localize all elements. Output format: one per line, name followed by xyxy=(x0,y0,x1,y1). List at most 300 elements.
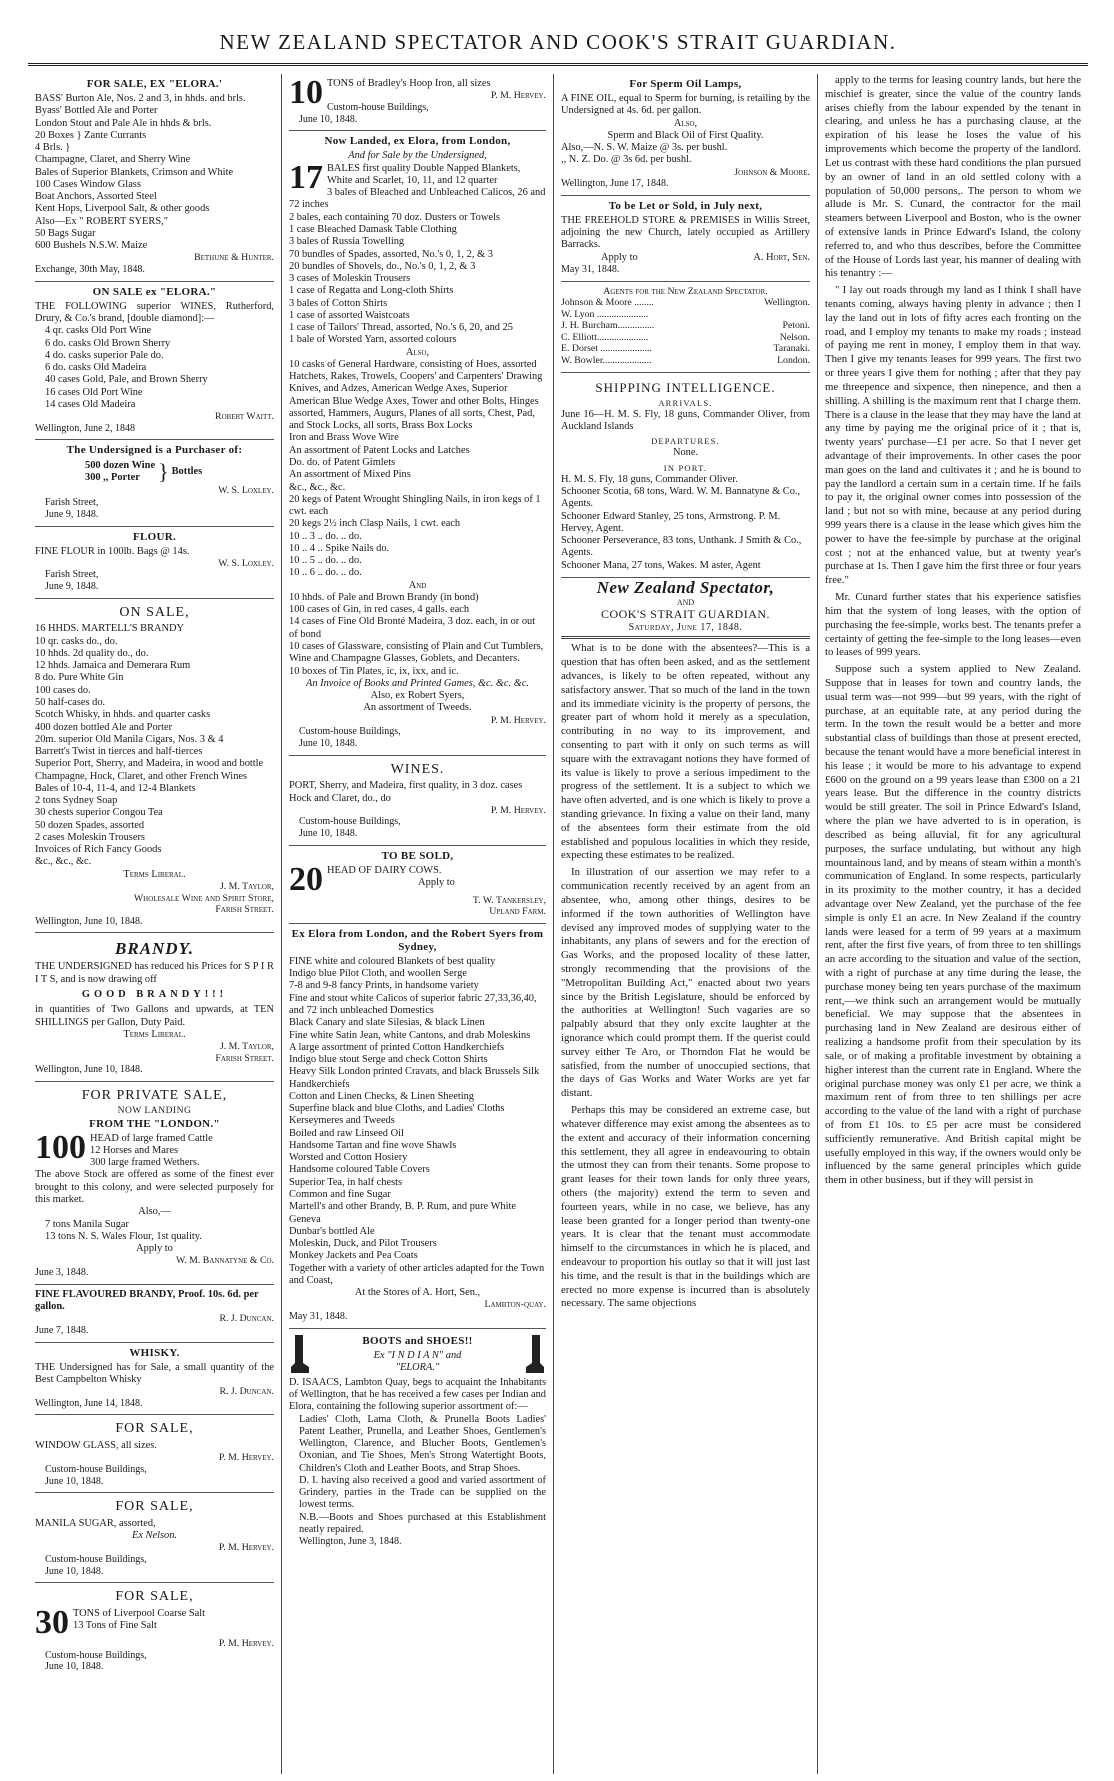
ad-line: 500 dozen Wine xyxy=(85,460,156,472)
list-item: 1 case of Tailors' Thread, assorted, No.'s 6, 20, and 25 xyxy=(289,322,513,334)
ad-text: Sperm and Black Oil of First Quality. xyxy=(607,129,764,141)
ad-date: Farish Street, xyxy=(45,569,99,581)
list-item: Champagne, Hock, Claret, and other French Wines xyxy=(35,770,248,782)
editorial xyxy=(561,578,810,1311)
ad-freehold-store xyxy=(561,196,810,282)
list-item: An assortment of Mixed Pins xyxy=(289,469,411,481)
ad-text: Ladies' Cloth, Lama Cloth, & Prunella Boots Ladies' Patent Leather, Prunella, and Leather Shoes, Gentlemen's Wellington, Clarence, and Blucher Boots, Gentlemen's Oxonian, and Tie Shoes, Men's Strong Watertight Boots, Children's Cloth and Leather Boots, and Strap Shoes. xyxy=(299,1413,546,1474)
ad-signature: P. M. Hervey. xyxy=(490,90,546,102)
agent-row xyxy=(561,343,810,355)
list-item: Together with a variety of other articles adapted for the Town and Coast, xyxy=(289,1262,545,1286)
ad-heading: The Undersigned is a Purchaser of: xyxy=(66,444,243,457)
ad-signature: P. M. Hervey. xyxy=(218,1638,274,1649)
ad-signature: P. M. Hervey. xyxy=(490,714,546,726)
ad-also: Also, xyxy=(405,346,430,358)
list-item: Boiled and raw Linseed Oil xyxy=(289,1127,404,1139)
masthead: NEW ZEALAND SPECTATOR AND COOK'S STRAIT GUARDIAN. xyxy=(219,30,897,54)
list-item: Schooner Perseverance, 83 tons, Unthank. J Smith & Co., Agents. xyxy=(561,535,802,559)
ad-lines xyxy=(289,592,546,678)
ad-date: Farish Street, xyxy=(45,496,99,508)
list-item: 10 boxes of Tin Plates, ic, ix, ixx, and ic. xyxy=(289,665,459,677)
ad-text: FINE FLOUR in 100lb. Bags @ 14s. xyxy=(35,545,190,557)
ad-also: Also, ex Robert Syers, xyxy=(370,690,465,702)
arrivals-heading: ARRIVALS. xyxy=(658,397,713,408)
list-item: 12 Horses and Mares xyxy=(90,1144,179,1156)
list-item: H. M. S. Fly, 18 guns, Commander Oliver. xyxy=(561,473,738,485)
ad-spaced: GOOD BRANDY!!! xyxy=(81,989,228,1001)
list-item: Also—Ex " ROBERT SYERS," xyxy=(35,215,168,227)
list-item: Monkey Jackets and Pea Coats xyxy=(289,1250,418,1262)
ad-date: June 10, 1848. xyxy=(299,828,358,840)
list-item: Superfine black and blue Cloths, and Ladies' Cloths xyxy=(289,1103,505,1115)
ad-lines xyxy=(35,93,274,252)
ad-text: Hock and Claret, do., do xyxy=(289,792,391,804)
ad-text: THE UNDERSIGNED has reduced his Prices for S P I R I T S, and is now drawing off xyxy=(35,961,274,985)
list-item: Martell's and other Brandy, B. P. Rum, and pure White Geneva xyxy=(289,1201,516,1225)
ad-heading: FLOUR. xyxy=(132,530,177,543)
ad-signature: J. M. Taylor, xyxy=(219,1041,274,1053)
ad-text: N.B.—Boots and Shoes purchased at this Establishment neatly repaired. xyxy=(299,1511,546,1535)
ad-heading: FOR PRIVATE SALE, xyxy=(81,1087,228,1103)
ad-flour xyxy=(35,527,274,599)
agent-name: J. H. Burcham............... xyxy=(561,320,655,332)
list-item: Invoices of Rich Fancy Goods xyxy=(35,844,162,856)
list-item: 20 kegs of Patent Wrought Shingling Nails, in iron kegs of 1 cwt. each xyxy=(289,493,541,518)
editorial-continued xyxy=(825,74,1081,1188)
ad-boots-shoes xyxy=(289,1329,546,1553)
ad-signature: T. W. Tankersley, xyxy=(472,894,546,906)
list-item: 12 hhds. Jamaica and Demerara Rum xyxy=(35,660,191,672)
ad-text: TONS of Bradley's Hoop Iron, all sizes xyxy=(327,78,491,89)
agent-row xyxy=(561,332,810,344)
ad-sub: NOW LANDING xyxy=(117,1106,192,1117)
ad-date: Wellington, June 3, 1848. xyxy=(299,1536,402,1548)
agent-place: Taranaki. xyxy=(773,343,810,355)
ad-text: THE Undersigned has for Sale, a small quantity of the Best Campbelton Whisky xyxy=(35,1361,274,1385)
list-item: 10 cases of Glassware, consisting of Plain and Cut Tumblers, Wine and Champagne Glasses, Goblets, and Decanters. xyxy=(289,641,544,665)
ad-sub: And for Sale by the Undersigned, xyxy=(348,150,487,162)
list-item: 16 HHDS. MARTELL'S BRANDY xyxy=(35,623,185,635)
list-item: Schooner Mana, 27 tons, Wakes. M aster, Agent xyxy=(561,559,761,571)
ad-date: Custom-house Buildings, xyxy=(299,816,401,828)
ad-apply-row xyxy=(561,252,810,264)
ad-date: Wellington, June 14, 1848. xyxy=(35,1397,143,1409)
list-item: 1 bale of Worsted Yarn, assorted colours xyxy=(289,334,457,346)
ad-bracket-label: Bottles xyxy=(171,466,203,478)
ad-signature: W. S. Loxley. xyxy=(218,485,274,497)
list-item: 10 hhds. 2d quality do., do. xyxy=(35,647,149,659)
list-item: A large assortment of printed Cotton Handkerchiefs xyxy=(289,1041,505,1053)
list-item: Schooner Scotia, 68 tons, Ward. W. M. Bannatyne & Co., Agents. xyxy=(561,486,801,510)
list-item: 4 do. casks superior Pale do. xyxy=(45,349,164,361)
agent-row xyxy=(561,355,810,367)
ad-lines xyxy=(289,956,546,1287)
list-item: 13 Tons of Fine Salt xyxy=(73,1620,157,1632)
ad-text: WINDOW GLASS, all sizes. xyxy=(35,1439,157,1451)
list-item: 100 cases of Gin, in red cases, 4 galls. each xyxy=(289,604,470,616)
ad-date: June 9, 1848. xyxy=(45,508,99,520)
list-item: Cotton and Linen Checks, & Linen Sheeting xyxy=(289,1090,474,1102)
list-item: Schooner Edward Stanley, 25 tons, Armstrong. P. M. Hervey, Agent. xyxy=(561,510,781,534)
ad-apply: Apply to xyxy=(601,251,638,263)
list-item: 10 .. 5 .. do. .. do. xyxy=(289,555,362,567)
ad-text: MANILA SUGAR, assorted, xyxy=(35,1517,156,1529)
list-item: 7 tons Manila Sugar xyxy=(45,1218,129,1230)
list-item: BALES first quality Double Napped Blankets, White and Scarlet, 10, 11, and 12 quarter xyxy=(327,162,521,186)
agent-name: W. Bowler.................... xyxy=(561,355,652,367)
ad-text: THE FREEHOLD STORE & PREMISES in Willis Street, adjoining the new Church, lately occupied as Artillery Barracks. xyxy=(561,214,810,251)
arrival-text: June 16—H. M. S. Fly, 18 guns, Commander Oliver, from Auckland Islands xyxy=(561,408,810,433)
list-item: 600 Bushels N.S.W. Maize xyxy=(35,240,148,252)
ad-text: FINE FLAVOURED BRANDY, Proof. 10s. 6d. per gallon. xyxy=(35,1288,259,1312)
in-port-heading: IN PORT. xyxy=(663,462,708,473)
ad-date: June 7, 1848. xyxy=(35,1324,89,1336)
list-item: 100 Cases Window Glass xyxy=(35,178,141,190)
list-item: 13 tons N. S. Wales Flour, 1st quality. xyxy=(45,1230,202,1242)
list-item: TONS of Liverpool Coarse Salt xyxy=(73,1608,205,1619)
ad-heading: FOR SALE, xyxy=(115,1499,194,1515)
list-item: Kerseymeres and Tweeds xyxy=(289,1115,395,1127)
list-item: 16 cases Old Port Wine xyxy=(45,386,143,398)
ad-heading: To be Let or Sold, in July next, xyxy=(608,199,763,212)
ad-big-number: 17 xyxy=(289,158,323,196)
ad-big-number: 20 xyxy=(289,860,323,898)
ad-text: D. I. having also received a good and varied assortment of Grindery, parties in the Trade can be supplied on the lowest terms. xyxy=(299,1474,546,1511)
list-item: Worsted and Cotton Hosiery xyxy=(289,1152,408,1164)
agent-name: C. Elliott..................... xyxy=(561,331,649,343)
list-item: 2 bales, each containing 70 doz. Dusters or Towels xyxy=(289,211,500,223)
ad-private-sale xyxy=(35,1082,274,1285)
list-item: 20 Boxes } Zante Currants xyxy=(35,129,147,141)
columns xyxy=(28,74,1088,1774)
agent-place: Nelson. xyxy=(779,331,810,343)
ad-heading: TO BE SOLD, xyxy=(381,849,454,862)
ad-signature: R. J. Duncan. xyxy=(219,1313,274,1325)
ad-date: June 9, 1848. xyxy=(45,581,99,593)
list-item: 1 case of Regatta and Long-cloth Shirts xyxy=(289,285,454,297)
ad-date: Custom-house Buildings, xyxy=(45,1553,147,1565)
ad-sperm-oil xyxy=(561,74,810,196)
paragraph: apply to the terms for leasing country lands, but here the mischief is greater, since the value of the country lands arises chiefly from the labour expended by the tenant in clearing, and unless he has a purchasing clause, at the expiration of his lease he loses the value of his improvements which become the property of the landlord. Let us contrast with these hard conditions the plan pursued by an owner of land in an old settled colony with a population of 50,000 persons,. The person to whom we allude is Mr. S. Cunard, the contractor for the mail steamers between Liverpool and Boston, who is the owner of extensive lands in Prince Edward's Island, the colony referred to, and who thus describes, before the Committee of the House of Lords last year, his manner of dealing with his tenantry :— xyxy=(825,74,1081,280)
ad-tweeds: An assortment of Tweeds. xyxy=(363,702,472,714)
paragraph: Suppose such a system applied to New Zealand. Suppose that in leases for town and country lands, the usual term was—not 999—but 99 years, with the right of purchase, at an equitable rate, at any period during the term. In the town the result would be a better and more substantial class of buildings than those at present erected, because the tenant would have a more beneficial interest in his lease ; it would be more to his advantage to expend £600 on the ground on a 99 years lease than £300 on a 21 years lease. But the difference in the country districts would be still greater. The soil in Prince Edward's Island, where the plan we have adverted to is in operation, is described as being alluvial, fit for any agricultural purposes, the surface undulating, but without any high mountainous land, and by means of steam within a month's communication of England. In some respects, particularly in its proximity to the mother country, it has a decided advantage over New Zealand, yet the purchase of the fee simple is only £1 an acre. In New Zealand if the country lands were leased for a term of 99 years at a maximum rent, after the first five years, of from three to ten shillings an acre according to the situation and value of the section, with a right of purchase at any time during the lease, the purchase money being ten years purchase of the maximum rent,—we think such an arrangement would be mutually beneficial. We may suppose that the absentees in purchasing land in New Zealand are desirous either of realizing a handsome profit from their speculation by its sale, or of making a profitable investment by obtaining a higher interest than the current rate in England. Where the original purchase money was only £1 per acre, we think a maximum rent of from three to ten shillings per acre according to the value of the land with a right of purchase of from £1 10s. to £5 per acre must be considered sufficiently remunerative. And British capital might be usefully employed in this way, if the owners would only be influenced by the same general principles which guide them in other business, but if they will persist in xyxy=(825,663,1081,1187)
ad-heading: ON SALE, xyxy=(119,604,190,620)
list-item: Heavy Silk London printed Cravats, and black Brussels Silk Handkerchiefs xyxy=(289,1066,540,1090)
list-item: 50 half-cases do. xyxy=(35,697,106,709)
ad-also: Also,— xyxy=(138,1206,171,1218)
ad-text: D. ISAACS, Lambton Quay, begs to acquaint the Inhabitants of Wellington, that he has received a few cases per Indian and Elora, containing the following superior assortment of:— xyxy=(289,1376,546,1413)
editorial-title: New Zealand Spectator, xyxy=(596,577,775,597)
ad-fine-brandy xyxy=(35,1285,274,1343)
ad-now-landed-elora xyxy=(289,131,546,755)
list-item: 2 cases Moleskin Trousers xyxy=(35,831,145,843)
agent-name: W. Lyon ..................... xyxy=(561,308,649,320)
agent-row xyxy=(561,309,810,321)
ad-date: June 10, 1848. xyxy=(299,737,358,749)
list-item: 3 cases of Moleskin Trousers xyxy=(289,273,411,285)
list-item: 10 qr. casks do., do. xyxy=(35,635,118,647)
ad-heading: WHISKY. xyxy=(129,1346,180,1359)
ad-bottles-purchaser xyxy=(35,440,274,526)
paragraph: " I lay out roads through my land as I think I shall have tenants coming, always having plenty in advance ; then I lay the land out in lots of fifty acres each fronting on the road, and I employ my tenants to make my roads ; instead of paying me rent in money, I employ them in that way. Then I give my tenants leases for 999 years. The first two or three years I give them for nothing ; after that they pay me threepence and sixpence, then ninepence, and then a shilling. A shilling is the maximum rent that I charge them. There is a clause in the lease that they may have the land at any time by paying me the original price of it ; that is, twenty years' purchase—£1 per acre. So that I never get advantage of their improvements. In other cases the poor man goes on the land and cultivates it ; and he is bound to pay the landlord a certain sum in a certain time. If he fails to pay it, the original owner comes into possession of the land ; but not so with mine, because at any period during 999 years there is a clause in the lease which gives him the power to have the fee-simple by purchase at the original cost ; not at the enhanced value, but at twenty year's purchase at 1s. Then I gave him the first three or four years free." xyxy=(825,284,1081,587)
ad-date: Custom-house Buildings, xyxy=(299,726,401,738)
ad-date: Custom-house Buildings, xyxy=(45,1649,147,1661)
list-item: 3 bales of Cotton Shirts xyxy=(289,297,388,309)
ad-date: Exchange, 30th May, 1848. xyxy=(35,263,145,275)
list-item: Dunbar's bottled Ale xyxy=(289,1225,375,1237)
column-3 xyxy=(553,74,817,1774)
ad-stores: At the Stores of A. Hort, Sen., xyxy=(354,1287,481,1299)
list-item: Indigo blue Pilot Cloth, and woollen Serge xyxy=(289,968,467,980)
paragraph: Perhaps this may be considered an extreme case, but whatever difference may exist among the absentees as to the extent and accuracy of their information concerning this settlement, they all agree in endeavouring to obtain the utmost they can from their tenants. Some propose to grant leases for their town lands for only three years, others (the majority) extend the term to seven and fourteen years, while in no case, we believe, has any lease been granted for a longer period than twenty-one years. It is clear that the tenant must accommodate himself to the circumstances in which he is placed, and endeavour to proportion his outlay so that it will just last his time, and the result is that in the buildings which are erected no more expense is incurred than is absolutely necessary. The same objections xyxy=(561,1104,810,1310)
column-2 xyxy=(281,74,553,1774)
ad-text: Also,—N. S. W. Maize @ 3s. per bushl. xyxy=(561,142,728,154)
list-item: 6 do. casks Old Madeira xyxy=(45,362,147,374)
boots-title-block xyxy=(315,1335,520,1375)
shipping-heading: SHIPPING INTELLIGENCE. xyxy=(595,379,776,395)
ad-text: in quantities of Two Gallons and upwards, at TEN SHILLINGS per Gallon, Duty Paid. xyxy=(35,1004,274,1028)
ad-invoice: An Invoice of Books and Printed Games, &c. &c. &c. xyxy=(305,677,530,689)
agent-place: Wellington. xyxy=(764,297,810,309)
column-4 xyxy=(817,74,1088,1774)
ad-dairy-cows xyxy=(289,846,546,924)
ad-manila-sugar xyxy=(35,1493,274,1583)
ad-signature: Bethune & Hunter. xyxy=(194,252,274,264)
list-item: 20 kegs 2½ inch Clasp Nails, 1 cwt. each xyxy=(289,518,461,530)
ad-text: A FINE OIL, equal to Sperm for burning, is retailing by the Undersigned at 4s. 6d. per gallon. xyxy=(561,92,810,117)
list-item: 7-8 and 9-8 fancy Prints, in handsome variety xyxy=(289,980,479,992)
agent-row xyxy=(561,320,810,332)
ad-text: ,, N. Z. Do. @ 3s 6d. per bushl. xyxy=(561,154,692,166)
masthead-rule xyxy=(28,63,1088,66)
ad-signature: Farish Street. xyxy=(215,1052,274,1064)
list-item: Fine white Satin Jean, white Cantons, and drab Moleskins xyxy=(289,1029,531,1041)
list-item: An assortment of Patent Locks and Latches xyxy=(289,444,470,456)
list-item: Do. do. of Patent Gimlets xyxy=(289,457,396,469)
ad-big-number: 10 xyxy=(289,74,323,111)
ad-signature: P. M. Hervey. xyxy=(218,1542,274,1554)
ad-lines xyxy=(289,158,546,347)
list-item: Kent Hops, Liverpool Salt, & other goods xyxy=(35,203,210,215)
ad-date: Custom-house Buildings, xyxy=(327,101,429,113)
editorial-and: AND xyxy=(676,597,695,607)
list-item: Barrett's Twist in tierces and half-tierces xyxy=(35,746,203,758)
list-item: HEAD of large framed Cattle xyxy=(90,1132,213,1144)
paragraph: In illustration of our assertion we may refer to a communication recently received by an agent from an absentee, who, among other things, desires to be informed if the town authorities of Wellington have devised any improved modes of supplying water to the inhabitants, any plans of sewers and for the erection of Gas Works, and the proposed locality of these latter, strongly recommending that the provisions of the "Metropolitan Building Act," enacted about two years since by the British Legislature, should be enforced by the authorities at Wellington! Such vagaries are so palpably absurd that they only excite laughter at the ignorance which could prompt them. If the querist could survey either Te Aro, or Thorndon Flat he would be satisfied, from the number of unoccupied sections, that the days of Gas Works and Water Works are yet far distant. xyxy=(561,866,810,1100)
editorial-paragraphs xyxy=(561,642,810,1311)
ad-text: PORT, Sherry, and Madeira, first quality, in 3 doz. cases xyxy=(289,780,523,792)
ad-signature: Lambton-quay. xyxy=(484,1299,546,1311)
list-item: Black Canary and slate Silesias, & black Linen xyxy=(289,1017,485,1029)
boot-icon xyxy=(289,1333,311,1377)
ad-from: FROM THE "LONDON." xyxy=(89,1117,220,1130)
ad-signature: Upland Farm. xyxy=(489,906,546,918)
ad-lines xyxy=(35,623,274,868)
ad-date: Wellington, June 2, 1848 xyxy=(35,422,136,434)
ad-signature: R. J. Duncan. xyxy=(219,1386,274,1398)
ad-bass-ale xyxy=(35,74,274,282)
agent-name: Johnson & Moore ........ xyxy=(561,297,654,309)
ad-signature: P. M. Hervey. xyxy=(490,804,546,816)
list-item: 8 do. Pure White Gin xyxy=(35,672,124,684)
list-item: 14 cases Old Madeira xyxy=(45,398,136,410)
list-item: Champagne, Claret, and Sherry Wine xyxy=(35,154,191,166)
ad-also: Also, xyxy=(673,117,698,129)
agent-place: Petoni. xyxy=(782,320,810,332)
ad-signature: Johnson & Moore. xyxy=(734,166,810,178)
list-item: 3 bales of Russia Towelling xyxy=(289,236,405,248)
list-item: Scotch Whisky, in hhds. and quarter casks xyxy=(35,709,211,721)
ad-signature: W. M. Bannatyne & Co. xyxy=(175,1255,274,1267)
ad-and: And xyxy=(408,579,427,591)
list-item: 4 qr. casks Old Port Wine xyxy=(45,325,152,337)
agents-list xyxy=(561,282,810,373)
ad-line: 300 ,, Porter xyxy=(85,472,140,484)
ad-apply: Apply to xyxy=(136,1243,173,1255)
ad-signature: Wholesale Wine and Spirit Store, xyxy=(133,892,274,904)
list-item: 10 .. 3 .. do. .. do. xyxy=(289,530,362,542)
ad-lines xyxy=(35,1608,274,1633)
ad-heading: WINES. xyxy=(390,761,445,777)
departures-none: None. xyxy=(672,447,699,459)
ad-date: June 10, 1848. xyxy=(45,1661,104,1673)
ad-hoop-iron xyxy=(289,74,546,131)
list-item: 400 dozen bottled Ale and Porter xyxy=(35,721,173,733)
list-item: &c., &c., &c. xyxy=(289,481,346,493)
list-item: 10 .. 4 .. Spike Nails do. xyxy=(289,542,390,554)
ad-terms: Terms Liberal. xyxy=(123,868,186,880)
ad-signature: Farish Street. xyxy=(215,904,274,916)
list-item: Superior Port, Sherry, and Madeira, in wood and bottle xyxy=(35,758,264,770)
ad-text: Ex Nelson. xyxy=(131,1530,178,1542)
in-port-lines xyxy=(561,474,810,572)
list-item: Moleskin, Duck, and Pilot Trousers xyxy=(289,1238,437,1250)
column-1 xyxy=(28,74,281,1774)
ad-heading: Ex Elora from London, and the Robert Syers from Sydney, xyxy=(291,927,544,953)
ad-signature: W. S. Loxley. xyxy=(218,557,274,569)
ad-window-glass xyxy=(35,1415,274,1493)
list-item: 10 casks of General Hardware, consisting of Hoes, assorted Hatchets, Rakes, Trowels, Coopers' and Carpenters' Drawing Knives, and Adzes, American Wedge Axes, Superior American Blue Wedge Axes, Tower and other Bolts, Hinges assorted, Hammers, Augurs, Planes of all sorts, Chest, Pad, and Stock Locks, all sorts, Brass Box Locks xyxy=(289,358,543,432)
ad-heading: FOR SALE, xyxy=(115,1589,194,1605)
list-item: 50 dozen Spades, assorted xyxy=(35,819,145,831)
boots-header xyxy=(289,1333,546,1377)
ad-text: HEAD OF DAIRY COWS. xyxy=(327,864,442,876)
ad-heading: BOOTS and SHOES!! xyxy=(362,1334,473,1347)
list-item: 20m. superior Old Manila Cigars, Nos. 3 & 4 xyxy=(35,733,224,745)
ad-heading: ON SALE ex "ELORA." xyxy=(92,285,217,298)
ad-lines xyxy=(289,359,546,580)
list-item: Byass' Bottled Ale and Porter xyxy=(35,105,158,117)
list-item: 70 bundles of Spades, assorted, No.'s 0, 1, 2, & 3 xyxy=(289,248,493,260)
ad-date: June 10, 1848. xyxy=(45,1565,104,1577)
list-item: 10 .. 6 .. do. .. do. xyxy=(289,567,362,579)
editorial-subtitle: COOK'S STRAIT GUARDIAN. xyxy=(600,607,771,622)
ad-intro: THE FOLLOWING superior WINES, Rutherford, Drury, & Co.'s brand, [double diamond]:— xyxy=(35,300,274,324)
boot-icon xyxy=(524,1333,546,1377)
list-item: Common and fine Sugar xyxy=(289,1188,391,1200)
ad-sub: "ELORA." xyxy=(395,1362,440,1374)
ad-wines-elora xyxy=(35,282,274,441)
ad-date: June 10, 1848. xyxy=(299,113,358,125)
ad-whisky xyxy=(35,1343,274,1416)
list-item: Bales of 10-4, 11-4, and 12-4 Blankets xyxy=(35,782,196,794)
ad-salt xyxy=(35,1583,274,1678)
agents-rows xyxy=(561,297,810,366)
ad-martell-brandy xyxy=(35,599,274,934)
list-item: Handsome coloured Table Covers xyxy=(289,1164,430,1176)
ad-date: Wellington, June 10, 1848. xyxy=(35,1064,143,1076)
ad-date: June 10, 1848. xyxy=(45,1475,104,1487)
list-item: Iron and Brass Wove Wire xyxy=(289,432,399,444)
list-item: Superior Tea, in half chests xyxy=(289,1176,403,1188)
shipping-intelligence xyxy=(561,373,810,578)
list-item: 50 Bags Sugar xyxy=(35,227,96,239)
agent-name: E. Dorset ..................... xyxy=(561,343,652,355)
editorial-rule xyxy=(561,636,810,639)
agent-place: London. xyxy=(777,355,810,367)
list-item: 30 chests superior Congou Tea xyxy=(35,807,163,819)
editorial-date: Saturday, June 17, 1848. xyxy=(628,621,743,633)
list-item: 14 cases of Fine Old Bronté Madeira, 3 doz. each, in or out of bond xyxy=(289,616,536,640)
list-item: 300 large framed Wethers. xyxy=(90,1157,200,1169)
list-item: 10 hhds. of Pale and Brown Brandy (in bond) xyxy=(289,591,479,603)
ad-elora-syers xyxy=(289,924,546,1329)
ad-date: Custom-house Buildings, xyxy=(45,1463,147,1475)
ad-apply: Apply to xyxy=(418,877,455,889)
ad-terms: Terms Liberal. xyxy=(123,1028,186,1040)
ad-heading: BRANDY. xyxy=(115,939,194,959)
ad-date: May 31, 1848. xyxy=(289,1310,348,1322)
ad-lines xyxy=(35,1219,274,1244)
list-item: &c., &c., &c. xyxy=(35,856,92,868)
list-item: BASS' Burton Ale, Nos. 2 and 3, in hhds. and brls. xyxy=(35,92,246,104)
ad-text: The above Stock are offered as some of the finest ever brought to this colony, and were selected purposely for this market. xyxy=(35,1169,274,1205)
list-item: 100 cases do. xyxy=(35,684,91,696)
list-item: 3 bales of Bleached and Unbleached Calicos, 26 and 72 inches xyxy=(289,187,546,211)
ad-heading: For Sperm Oil Lamps, xyxy=(629,78,742,90)
ad-signature: Robert Waitt. xyxy=(215,411,274,423)
list-item: 4 Brls. } xyxy=(35,142,71,154)
ad-heading: FOR SALE, xyxy=(115,1421,194,1437)
departures-heading: DEPARTURES. xyxy=(651,436,720,447)
ad-big-number: 30 xyxy=(35,1604,69,1641)
agents-heading: Agents for the New Zealand Spectator. xyxy=(603,285,768,297)
ad-signature: A. Hort, Sen. xyxy=(753,251,810,263)
list-item: Indigo blue stout Serge and check Cotton Shirts xyxy=(289,1054,488,1066)
paragraph: Mr. Cunard further states that his experience satisfies him that the system of long leases, with the option of purchasing the fee-simple, works best. The tenants prefer a certainty of getting the fee-simple to the long leases—even to leases of 999 years. xyxy=(825,591,1081,659)
list-item: 40 cases Gold, Pale, and Brown Sherry xyxy=(45,374,208,386)
list-item: Handsome Tartan and fine wove Shawls xyxy=(289,1139,457,1151)
ad-lines xyxy=(35,325,274,411)
ad-wines xyxy=(289,756,546,846)
ad-date: May 31, 1848. xyxy=(561,263,620,275)
list-item: London Stout and Pale Ale in hhds & brls. xyxy=(35,117,212,129)
list-item: Boat Anchors, Assorted Steel xyxy=(35,191,157,203)
list-item: FINE white and coloured Blankets of best quality xyxy=(289,955,496,967)
list-item: 6 do. casks Old Brown Sherry xyxy=(45,337,171,349)
ad-big-number: 100 xyxy=(35,1128,86,1166)
ad-sub: Ex "I N D I A N" and xyxy=(373,1349,462,1361)
ad-date: Wellington, June 10, 1848. xyxy=(35,915,143,927)
ad-date: Wellington, June 17, 1848. xyxy=(561,178,669,190)
list-item: 20 bundles of Shovels, do., No.'s 0, 1, 2, & 3 xyxy=(289,260,476,272)
ad-signature: J. M. Taylor, xyxy=(219,881,274,892)
list-item: Bales of Superior Blankets, Crimson and White xyxy=(35,166,234,178)
bracket-group xyxy=(35,459,274,485)
list-item: Fine and stout white Calicos of superior fabric 27,33,36,40, and 72 inch unbleached Domestics xyxy=(289,992,537,1016)
ad-brandy xyxy=(35,933,274,1082)
ad-date: June 3, 1848. xyxy=(35,1266,89,1278)
